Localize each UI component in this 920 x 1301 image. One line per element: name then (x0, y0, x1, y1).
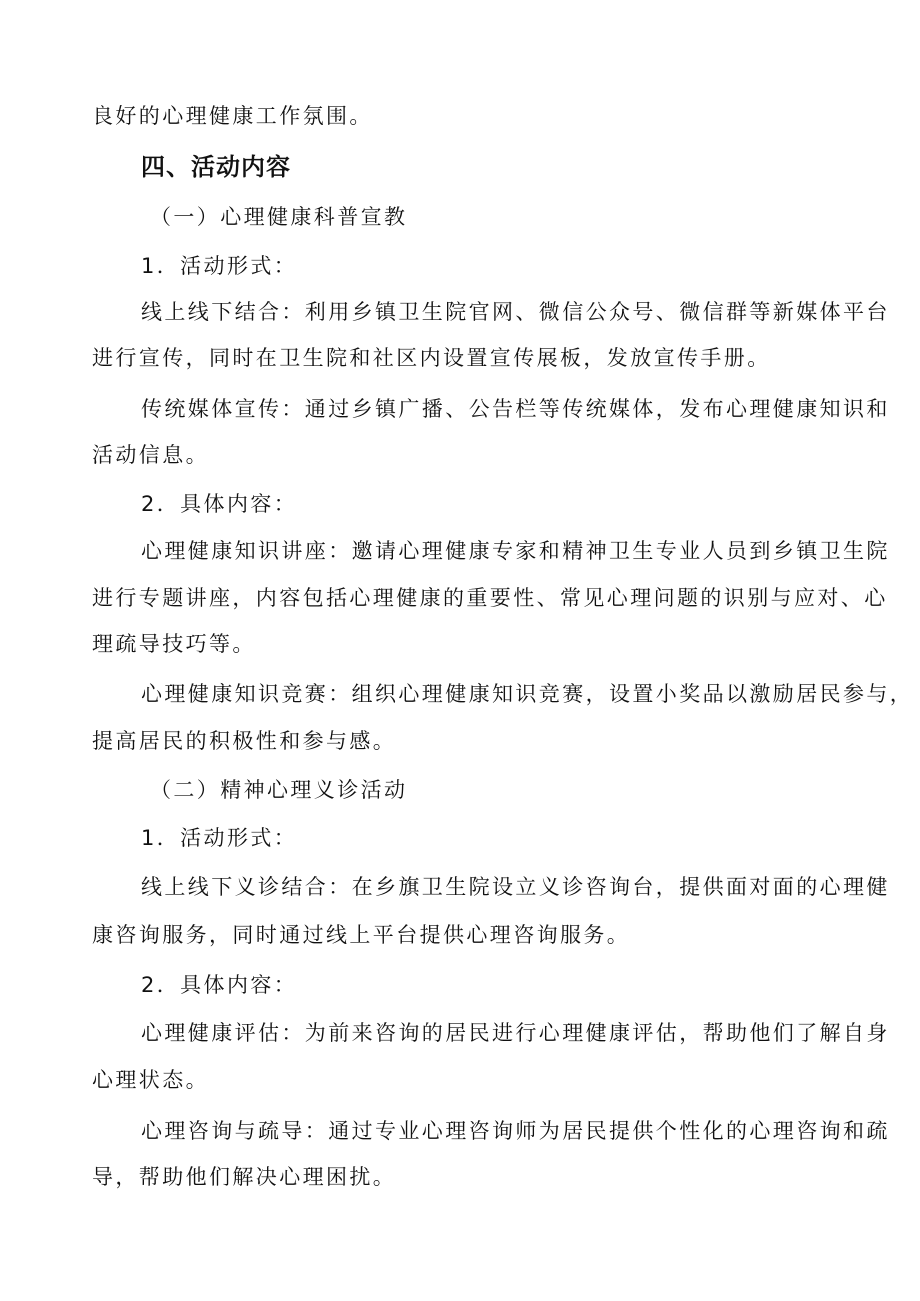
paragraph-line: 理疏导技巧等。 (92, 632, 256, 656)
paragraph-line: 心理健康知识竞赛：组织心理健康知识竞赛，设置小奖品以激励居民参与， (141, 682, 914, 706)
item-heading: 2．具体内容： (141, 492, 298, 516)
paragraph-line: 导，帮助他们解决心理困扰。 (92, 1165, 397, 1189)
paragraph-line: 进行宣传，同时在卫生院和社区内设置宣传展板，发放宣传手册。 (92, 346, 771, 370)
item-heading: 1．活动形式： (141, 254, 298, 278)
paragraph-line: 线上线下义诊结合：在乡旗卫生院设立义诊咨询台，提供面对面的心理健 (141, 875, 890, 899)
paragraph-line: 康咨询服务，同时通过线上平台提供心理咨询服务。 (92, 923, 631, 947)
item-heading: 1．活动形式： (141, 826, 298, 850)
paragraph-line: 心理咨询与疏导：通过专业心理咨询师为居民提供个性化的心理咨询和疏 (141, 1119, 890, 1143)
paragraph-line: 提高居民的积极性和参与感。 (92, 729, 397, 753)
paragraph-line: 心理健康知识讲座：邀请心理健康专家和精神卫生专业人员到乡镇卫生院 (141, 539, 890, 563)
paragraph-line: 活动信息。 (92, 443, 209, 467)
subsection-heading: （一）心理健康科普宣教 (150, 205, 408, 229)
paragraph-line: 进行专题讲座，内容包括心理健康的重要性、常见心理问题的识别与应对、心 (92, 586, 888, 610)
item-heading: 2．具体内容： (141, 973, 298, 997)
paragraph-line: 心理健康评估：为前来咨询的居民进行心理健康评估，帮助他们了解自身 (141, 1021, 890, 1045)
section-heading: 四、活动内容 (141, 153, 291, 181)
paragraph-line: 传统媒体宣传：通过乡镇广播、公告栏等传统媒体，发布心理健康知识和 (141, 397, 890, 421)
paragraph-line: 良好的心理健康工作氛围。 (92, 104, 373, 128)
subsection-heading: （二）精神心理义诊活动 (150, 778, 408, 802)
paragraph-line: 心理状态。 (92, 1068, 209, 1092)
paragraph-line: 线上线下结合：利用乡镇卫生院官网、微信公众号、微信群等新媒体平台 (141, 300, 890, 324)
